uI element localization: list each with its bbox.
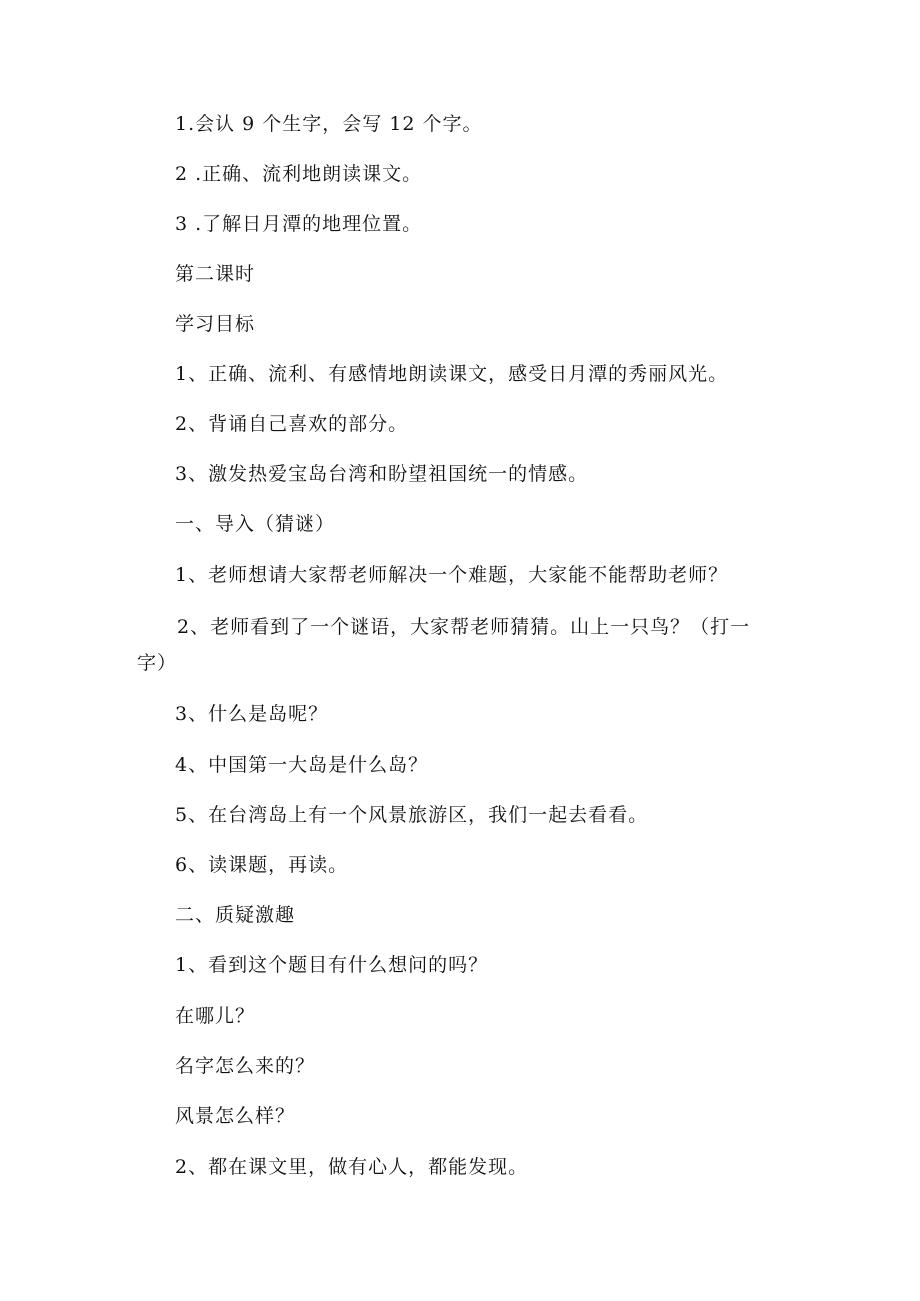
paragraph-intro-6: 6、读课题，再读。 bbox=[175, 854, 349, 876]
paragraph-name-origin: 名字怎么来的？ bbox=[175, 1055, 316, 1077]
paragraph-intro-2: 2、老师看到了一个谜语，大家帮老师猜猜。山上一只鸟？（打一字） bbox=[137, 616, 751, 674]
paragraph-intro-1: 1、老师想请大家帮老师解决一个难题，大家能不能帮助老师？ bbox=[175, 564, 729, 586]
paragraph-goal-2: 2、背诵自己喜欢的部分。 bbox=[175, 413, 409, 435]
section-heading-questions: 二、质疑激趣 bbox=[175, 904, 296, 926]
section-heading-second-lesson: 第二课时 bbox=[175, 263, 256, 285]
paragraph-where: 在哪儿？ bbox=[175, 1005, 256, 1027]
paragraph-goal-1: 1、正确、流利、有感情地朗读课文，感受日月潭的秀丽风光。 bbox=[175, 363, 729, 385]
paragraph-question-1: 1、看到这个题目有什么想问的吗？ bbox=[175, 954, 489, 976]
paragraph-intro-4: 4、中国第一大岛是什么岛？ bbox=[175, 754, 429, 776]
paragraph-1: 1.会认 9 个生字，会写 12 个字。 bbox=[175, 113, 483, 135]
section-heading-learning-goals: 学习目标 bbox=[175, 313, 256, 335]
paragraph-intro-3: 3、什么是岛呢？ bbox=[175, 703, 329, 725]
paragraph-question-2: 2、都在课文里，做有心人，都能发现。 bbox=[175, 1156, 529, 1178]
section-heading-intro: 一、导入（猜谜） bbox=[175, 513, 336, 535]
paragraph-intro-5: 5、在台湾岛上有一个风景旅游区，我们一起去看看。 bbox=[175, 804, 649, 826]
paragraph-goal-3: 3、激发热爱宝岛台湾和盼望祖国统一的情感。 bbox=[175, 463, 589, 485]
paragraph-2: 2 .正确、流利地朗读课文。 bbox=[175, 163, 423, 185]
paragraph-3: 3 .了解日月潭的地理位置。 bbox=[175, 213, 423, 235]
paragraph-scenery: 风景怎么样？ bbox=[175, 1105, 296, 1127]
